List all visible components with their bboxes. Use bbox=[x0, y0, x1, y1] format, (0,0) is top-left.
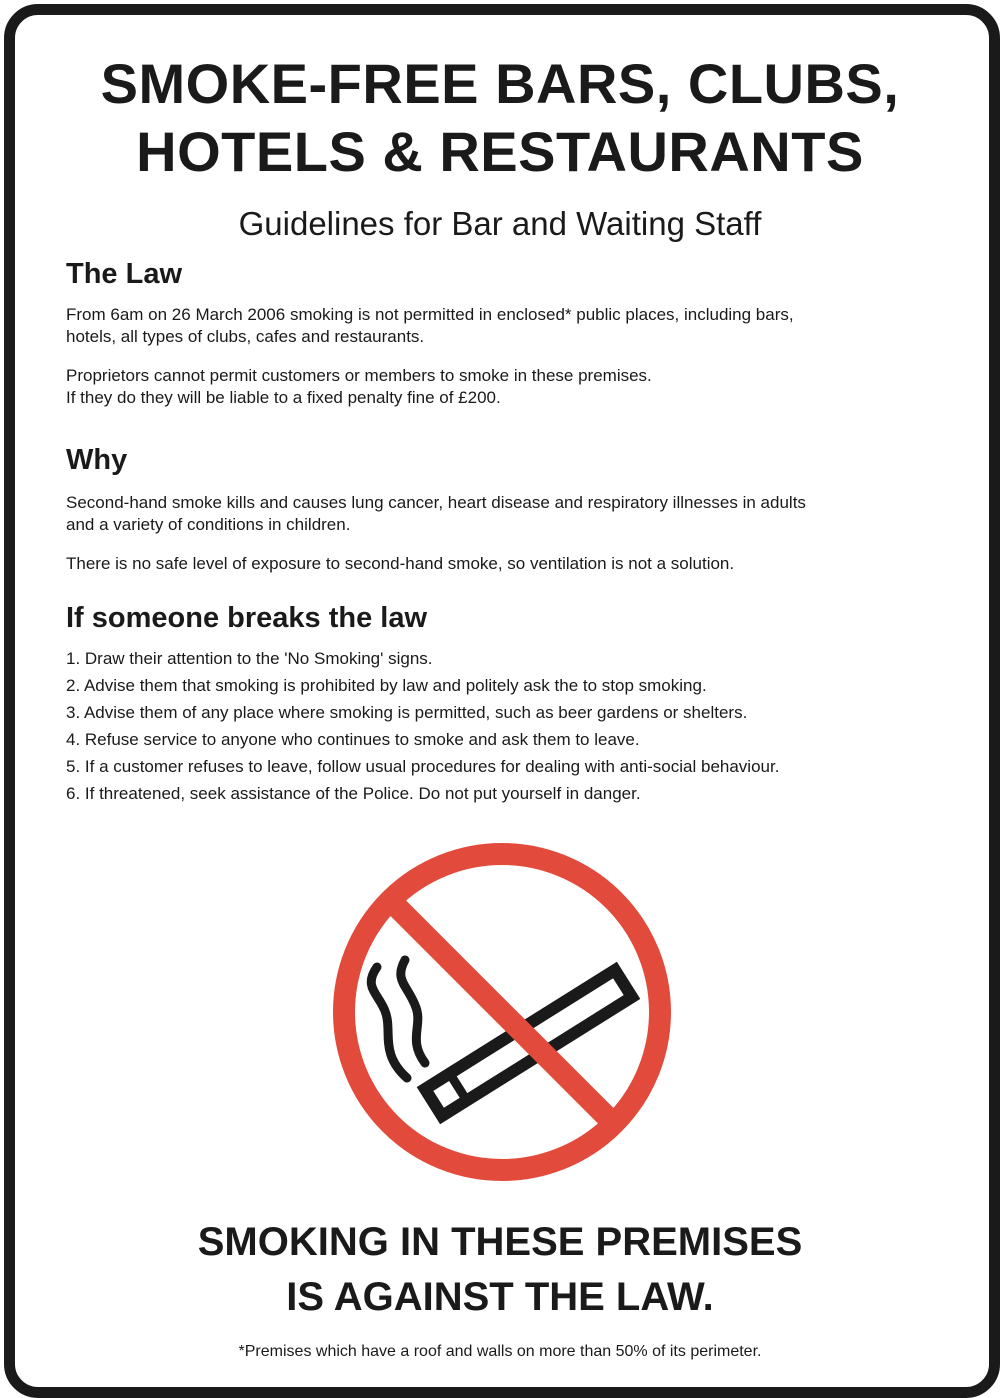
why-heading: Why bbox=[66, 444, 128, 476]
list-item: 5. If a customer refuses to leave, follow usual procedures for dealing with anti-social behaviour. bbox=[66, 757, 780, 776]
law-heading: The Law bbox=[66, 258, 183, 290]
sign-title-line-1: SMOKE-FREE BARS, CLUBS, bbox=[100, 52, 900, 115]
no-smoking-icon bbox=[325, 835, 679, 1189]
why-paragraph-2: There is no safe level of exposure to second-hand smoke, so ventilation is not a solution. bbox=[66, 554, 735, 573]
list-item: 6. If threatened, seek assistance of the Police. Do not put yourself in danger. bbox=[66, 784, 641, 803]
bottom-warning-line-2: IS AGAINST THE LAW. bbox=[286, 1275, 714, 1319]
law-paragraph-1-line-2: hotels, all types of clubs, cafes and restaurants. bbox=[66, 327, 425, 346]
law-paragraph-2-line-2: If they do they will be liable to a fixed penalty fine of £200. bbox=[66, 388, 501, 407]
list-item: 3. Advise them of any place where smoking is permitted, such as beer gardens or shelters. bbox=[66, 703, 748, 722]
law-paragraph-2-line-1: Proprietors cannot permit customers or members to smoke in these premises. bbox=[66, 366, 652, 385]
list-item: 1. Draw their attention to the 'No Smoking' signs. bbox=[66, 649, 433, 668]
list-item: 2. Advise them that smoking is prohibited by law and politely ask the to stop smoking. bbox=[66, 676, 707, 695]
smoke-icon bbox=[371, 960, 425, 1078]
bottom-warning-line-1: SMOKING IN THESE PREMISES bbox=[197, 1220, 803, 1264]
breaks-law-heading: If someone breaks the law bbox=[66, 602, 428, 634]
list-item: 4. Refuse service to anyone who continues to smoke and ask them to leave. bbox=[66, 730, 640, 749]
law-paragraph-1-line-1: From 6am on 26 March 2006 smoking is not permitted in enclosed* public places, including bars, bbox=[66, 305, 794, 324]
why-paragraph-1-line-2: and a variety of conditions in children. bbox=[66, 515, 351, 534]
sign-title-line-2: HOTELS & RESTAURANTS bbox=[136, 120, 864, 183]
sign-subtitle: Guidelines for Bar and Waiting Staff bbox=[238, 205, 762, 242]
why-paragraph-1-line-1: Second-hand smoke kills and causes lung cancer, heart disease and respiratory illnesses in adults bbox=[66, 493, 806, 512]
footnote: *Premises which have a roof and walls on more than 50% of its perimeter. bbox=[238, 1343, 762, 1360]
